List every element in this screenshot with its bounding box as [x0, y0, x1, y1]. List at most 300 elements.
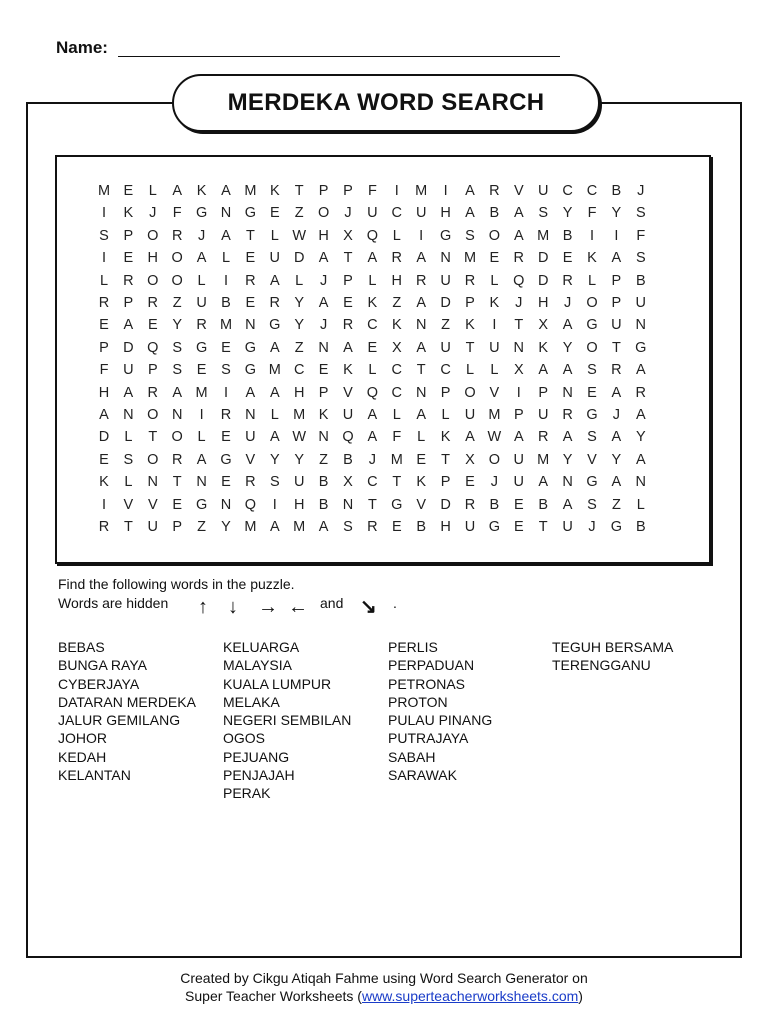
grid-letter[interactable]: A	[269, 519, 280, 535]
grid-letter[interactable]: V	[343, 384, 353, 401]
grid-letter[interactable]: P	[465, 295, 475, 311]
footer-link[interactable]: www.superteacherworksheets.com	[361, 988, 579, 1004]
grid-letter[interactable]: N	[318, 429, 329, 446]
grid-letter[interactable]: G	[488, 519, 501, 535]
grid-letter[interactable]: P	[147, 362, 158, 379]
grid-letter[interactable]: D	[293, 250, 305, 267]
grid-letter[interactable]: I	[492, 317, 497, 334]
grid-letter[interactable]: Q	[513, 272, 525, 289]
grid-letter[interactable]: A	[538, 474, 549, 491]
grid-letter[interactable]: R	[611, 362, 622, 379]
grid-letter[interactable]: V	[416, 496, 427, 513]
grid-letter[interactable]: R	[98, 519, 110, 535]
grid-letter[interactable]: G	[269, 317, 281, 334]
grid-letter[interactable]: K	[538, 339, 549, 356]
grid-letter[interactable]: A	[318, 519, 329, 535]
grid-letter[interactable]: P	[513, 407, 524, 423]
grid-letter[interactable]: B	[318, 496, 329, 513]
grid-letter[interactable]: R	[367, 519, 378, 535]
grid-letter[interactable]: E	[196, 362, 207, 379]
grid-letter[interactable]: A	[513, 227, 524, 244]
grid-letter[interactable]: E	[587, 384, 597, 401]
grid-letter[interactable]: Y	[294, 317, 305, 334]
grid-letter[interactable]: U	[537, 407, 549, 423]
grid-letter[interactable]: G	[439, 227, 452, 244]
grid-letter[interactable]: J	[515, 295, 523, 311]
grid-letter[interactable]: E	[99, 451, 109, 468]
grid-letter[interactable]: N	[245, 317, 256, 334]
grid-letter[interactable]: I	[589, 227, 595, 244]
grid-letter[interactable]: S	[538, 205, 549, 222]
grid-letter[interactable]: F	[587, 205, 597, 222]
grid-letter[interactable]: M	[244, 183, 257, 199]
grid-letter[interactable]: S	[587, 496, 597, 513]
grid-letter[interactable]: L	[392, 227, 401, 244]
grid-letter[interactable]: J	[368, 451, 377, 468]
grid-letter[interactable]: M	[268, 362, 281, 379]
grid-letter[interactable]: T	[465, 339, 475, 356]
grid-letter[interactable]: P	[611, 295, 622, 311]
grid-letter[interactable]: A	[123, 384, 134, 401]
grid-letter[interactable]: Y	[269, 451, 280, 468]
grid-letter[interactable]: O	[586, 295, 598, 311]
name-line[interactable]	[118, 56, 560, 57]
grid-letter[interactable]: T	[294, 183, 304, 199]
grid-letter[interactable]: A	[367, 407, 378, 423]
grid-letter[interactable]: Y	[611, 205, 622, 222]
grid-letter[interactable]: N	[440, 250, 451, 267]
grid-letter[interactable]: E	[465, 474, 475, 491]
grid-letter[interactable]: F	[367, 183, 377, 199]
grid-letter[interactable]: A	[611, 474, 622, 491]
grid-letter[interactable]: R	[562, 407, 573, 423]
grid-letter[interactable]: R	[391, 250, 403, 267]
grid-letter[interactable]: H	[440, 519, 451, 535]
grid-letter[interactable]: S	[221, 362, 231, 379]
grid-letter[interactable]: P	[343, 272, 353, 289]
grid-letter[interactable]: G	[586, 317, 598, 334]
grid-letter[interactable]: Q	[342, 429, 354, 446]
grid-letter[interactable]: U	[513, 451, 525, 468]
grid-letter[interactable]: Z	[172, 295, 182, 311]
grid-letter[interactable]: S	[343, 519, 353, 535]
grid-letter[interactable]: M	[293, 519, 306, 535]
grid-letter[interactable]: Y	[562, 205, 573, 222]
grid-letter[interactable]: S	[635, 250, 646, 267]
grid-letter[interactable]: Z	[441, 317, 451, 334]
grid-letter[interactable]: O	[488, 451, 501, 468]
grid-letter[interactable]: G	[635, 339, 647, 356]
grid-letter[interactable]: I	[199, 407, 204, 423]
grid-letter[interactable]: V	[489, 384, 500, 401]
grid-letter[interactable]: Y	[635, 429, 646, 446]
grid-letter[interactable]: Y	[562, 451, 573, 468]
grid-letter[interactable]: X	[538, 317, 549, 334]
grid-letter[interactable]: L	[490, 362, 499, 379]
grid-letter[interactable]: O	[171, 429, 183, 446]
grid-letter[interactable]: C	[367, 474, 378, 491]
grid-letter[interactable]: E	[123, 183, 134, 199]
grid-letter[interactable]: L	[636, 496, 645, 513]
grid-letter[interactable]: L	[99, 272, 109, 289]
grid-letter[interactable]: O	[147, 407, 159, 423]
grid-letter[interactable]: A	[611, 384, 622, 401]
grid-letter[interactable]: P	[343, 183, 353, 199]
grid-letter[interactable]: T	[538, 519, 548, 535]
grid-letter[interactable]: M	[537, 451, 550, 468]
grid-letter[interactable]: X	[343, 474, 353, 491]
grid-letter[interactable]: U	[269, 250, 281, 267]
grid-letter[interactable]: O	[147, 451, 159, 468]
grid-letter[interactable]: R	[537, 429, 549, 446]
grid-letter[interactable]: U	[415, 205, 427, 222]
grid-letter[interactable]: L	[197, 272, 206, 289]
grid-letter[interactable]: T	[343, 250, 353, 267]
grid-letter[interactable]: U	[123, 362, 134, 379]
grid-letter[interactable]: S	[172, 362, 183, 379]
grid-letter[interactable]: A	[562, 317, 573, 334]
grid-letter[interactable]: W	[292, 429, 307, 446]
grid-letter[interactable]: G	[220, 451, 232, 468]
grid-letter[interactable]: B	[489, 496, 500, 513]
grid-letter[interactable]: P	[440, 384, 451, 401]
grid-letter[interactable]: E	[245, 295, 256, 311]
grid-letter[interactable]: E	[367, 339, 378, 356]
grid-letter[interactable]: Z	[197, 519, 207, 535]
grid-letter[interactable]: M	[97, 183, 111, 199]
grid-letter[interactable]: A	[416, 407, 427, 423]
grid-letter[interactable]: U	[464, 407, 476, 423]
grid-letter[interactable]: N	[220, 205, 232, 222]
grid-letter[interactable]: D	[537, 272, 549, 289]
grid-letter[interactable]: G	[195, 496, 208, 513]
grid-letter[interactable]: X	[465, 451, 475, 468]
grid-letter[interactable]: R	[635, 384, 647, 401]
grid-letter[interactable]: I	[516, 384, 521, 401]
grid-letter[interactable]: I	[394, 183, 399, 199]
grid-letter[interactable]: A	[562, 362, 573, 379]
grid-letter[interactable]: Z	[392, 295, 402, 311]
grid-letter[interactable]: J	[197, 227, 206, 244]
grid-letter[interactable]: J	[490, 474, 499, 491]
grid-letter[interactable]: A	[221, 183, 231, 199]
grid-letter[interactable]: J	[563, 295, 572, 311]
grid-letter[interactable]: A	[269, 272, 280, 289]
grid-letter[interactable]: L	[124, 429, 133, 446]
grid-letter[interactable]: R	[269, 295, 281, 311]
grid-letter[interactable]: Y	[221, 519, 231, 535]
grid-letter[interactable]: F	[636, 227, 646, 244]
grid-letter[interactable]: E	[343, 295, 353, 311]
grid-letter[interactable]: K	[123, 205, 134, 222]
grid-letter[interactable]: P	[611, 272, 622, 289]
grid-letter[interactable]: N	[123, 407, 134, 423]
grid-letter[interactable]: E	[221, 339, 231, 356]
grid-letter[interactable]: O	[586, 339, 598, 356]
grid-letter[interactable]: A	[635, 362, 646, 379]
grid-letter[interactable]: N	[415, 317, 427, 334]
grid-letter[interactable]: B	[538, 496, 549, 513]
grid-letter[interactable]: G	[244, 205, 257, 222]
grid-letter[interactable]: L	[368, 272, 377, 289]
grid-letter[interactable]: A	[269, 429, 280, 446]
grid-letter[interactable]: Z	[294, 339, 304, 356]
grid-letter[interactable]: P	[318, 384, 329, 401]
grid-letter[interactable]: E	[513, 519, 524, 535]
grid-letter[interactable]: S	[587, 362, 597, 379]
grid-letter[interactable]: N	[635, 317, 647, 334]
grid-letter[interactable]: K	[391, 317, 402, 334]
grid-letter[interactable]: L	[295, 272, 304, 289]
grid-letter[interactable]: U	[635, 295, 647, 311]
grid-letter[interactable]: A	[465, 205, 475, 222]
grid-letter[interactable]: M	[293, 407, 306, 423]
grid-letter[interactable]: U	[562, 519, 573, 535]
grid-letter[interactable]: U	[464, 519, 476, 535]
grid-letter[interactable]: J	[612, 407, 621, 423]
grid-letter[interactable]: P	[172, 519, 183, 535]
grid-letter[interactable]: E	[513, 496, 524, 513]
grid-letter[interactable]: J	[588, 519, 596, 535]
grid-letter[interactable]: U	[611, 317, 622, 334]
grid-letter[interactable]: O	[147, 272, 159, 289]
grid-letter[interactable]: Q	[366, 384, 379, 401]
grid-letter[interactable]: U	[440, 339, 451, 356]
grid-letter[interactable]: H	[293, 496, 305, 513]
grid-letter[interactable]: T	[441, 451, 451, 468]
grid-letter[interactable]: S	[123, 451, 134, 468]
grid-letter[interactable]: U	[342, 407, 354, 423]
grid-letter[interactable]: C	[562, 183, 573, 199]
grid-letter[interactable]: L	[587, 272, 597, 289]
grid-letter[interactable]: G	[610, 519, 623, 535]
grid-letter[interactable]: R	[513, 250, 525, 267]
grid-letter[interactable]: K	[416, 474, 427, 491]
grid-letter[interactable]: K	[440, 429, 451, 446]
grid-letter[interactable]: M	[219, 317, 233, 334]
grid-letter[interactable]: Z	[611, 496, 621, 513]
grid-letter[interactable]: K	[343, 362, 353, 379]
grid-letter[interactable]: A	[367, 250, 378, 267]
grid-letter[interactable]: A	[416, 250, 427, 267]
grid-letter[interactable]: T	[172, 474, 182, 491]
grid-letter[interactable]: R	[123, 272, 134, 289]
grid-letter[interactable]: K	[587, 250, 597, 267]
grid-letter[interactable]: F	[99, 362, 109, 379]
grid-letter[interactable]: N	[220, 496, 232, 513]
grid-letter[interactable]: Y	[294, 451, 305, 468]
grid-letter[interactable]: G	[586, 474, 598, 491]
grid-letter[interactable]: M	[488, 407, 501, 423]
grid-letter[interactable]: R	[245, 272, 256, 289]
grid-letter[interactable]: N	[245, 407, 256, 423]
grid-letter[interactable]: M	[390, 451, 403, 468]
grid-letter[interactable]: H	[537, 295, 549, 311]
grid-letter[interactable]: E	[562, 250, 573, 267]
grid-letter[interactable]: W	[292, 227, 307, 244]
grid-letter[interactable]: C	[367, 317, 378, 334]
grid-letter[interactable]: P	[123, 227, 134, 244]
grid-letter[interactable]: A	[465, 183, 475, 199]
grid-letter[interactable]: N	[415, 384, 427, 401]
grid-letter[interactable]: N	[513, 339, 525, 356]
grid-letter[interactable]: V	[147, 496, 158, 513]
grid-letter[interactable]: Y	[172, 317, 183, 334]
grid-letter[interactable]: N	[318, 339, 329, 356]
grid-letter[interactable]: S	[172, 339, 183, 356]
grid-letter[interactable]: A	[513, 205, 524, 222]
grid-letter[interactable]: A	[318, 295, 329, 311]
grid-letter[interactable]: Y	[562, 339, 573, 356]
grid-letter[interactable]: U	[147, 519, 159, 535]
grid-letter[interactable]: E	[221, 474, 231, 491]
grid-letter[interactable]: K	[465, 317, 475, 334]
grid-letter[interactable]: R	[464, 272, 476, 289]
grid-letter[interactable]: B	[221, 295, 231, 311]
grid-letter[interactable]: L	[417, 429, 426, 446]
grid-letter[interactable]: B	[635, 272, 646, 289]
grid-letter[interactable]: E	[245, 250, 256, 267]
grid-letter[interactable]: H	[293, 384, 305, 401]
grid-letter[interactable]: R	[171, 451, 183, 468]
grid-letter[interactable]: I	[614, 227, 619, 244]
grid-letter[interactable]: R	[342, 317, 354, 334]
grid-letter[interactable]: I	[101, 205, 107, 222]
grid-letter[interactable]: G	[391, 496, 403, 513]
grid-letter[interactable]: L	[270, 407, 279, 423]
grid-letter[interactable]: U	[537, 183, 549, 199]
grid-letter[interactable]: C	[391, 384, 403, 401]
grid-letter[interactable]: L	[490, 272, 499, 289]
grid-letter[interactable]: J	[344, 205, 352, 222]
grid-letter[interactable]: K	[99, 474, 109, 491]
grid-letter[interactable]: P	[318, 183, 329, 199]
grid-letter[interactable]: Z	[294, 205, 304, 222]
grid-letter[interactable]: L	[124, 474, 133, 491]
grid-letter[interactable]: A	[635, 451, 646, 468]
grid-letter[interactable]: A	[343, 339, 353, 356]
grid-letter[interactable]: I	[419, 227, 424, 244]
grid-letter[interactable]: H	[440, 205, 451, 222]
grid-letter[interactable]: D	[537, 250, 549, 267]
grid-letter[interactable]: E	[147, 317, 158, 334]
grid-letter[interactable]: N	[562, 474, 573, 491]
grid-letter[interactable]: M	[463, 250, 477, 267]
grid-letter[interactable]: D	[123, 339, 134, 356]
grid-letter[interactable]: O	[171, 250, 183, 267]
grid-letter[interactable]: J	[319, 272, 328, 289]
grid-letter[interactable]: O	[171, 272, 183, 289]
grid-letter[interactable]: C	[586, 183, 598, 199]
grid-letter[interactable]: Q	[147, 339, 159, 356]
grid-letter[interactable]: A	[611, 250, 622, 267]
grid-letter[interactable]: I	[101, 496, 107, 513]
grid-letter[interactable]: R	[245, 474, 256, 491]
grid-letter[interactable]: M	[415, 183, 428, 199]
grid-letter[interactable]: S	[269, 474, 280, 491]
grid-letter[interactable]: A	[538, 362, 549, 379]
grid-letter[interactable]: N	[562, 384, 573, 401]
grid-letter[interactable]: D	[98, 429, 110, 446]
grid-letter[interactable]: K	[489, 295, 500, 311]
grid-letter[interactable]: E	[123, 250, 134, 267]
grid-letter[interactable]: A	[562, 496, 573, 513]
grid-letter[interactable]: S	[465, 227, 475, 244]
grid-letter[interactable]: T	[245, 227, 255, 244]
grid-letter[interactable]: E	[269, 205, 280, 222]
grid-letter[interactable]: A	[562, 429, 573, 446]
grid-letter[interactable]: E	[99, 317, 109, 334]
grid-letter[interactable]: F	[172, 205, 182, 222]
grid-letter[interactable]: Q	[366, 227, 379, 244]
grid-letter[interactable]: U	[440, 272, 451, 289]
grid-letter[interactable]: E	[489, 250, 500, 267]
grid-letter[interactable]: G	[195, 339, 208, 356]
grid-letter[interactable]: L	[197, 429, 206, 446]
grid-letter[interactable]: P	[123, 295, 134, 311]
grid-letter[interactable]: R	[220, 407, 232, 423]
grid-letter[interactable]: I	[101, 250, 107, 267]
grid-letter[interactable]: O	[147, 227, 159, 244]
grid-letter[interactable]: A	[245, 384, 256, 401]
grid-letter[interactable]: A	[318, 250, 329, 267]
grid-letter[interactable]: Q	[244, 496, 257, 513]
grid-letter[interactable]: R	[562, 272, 573, 289]
grid-letter[interactable]: A	[465, 429, 475, 446]
grid-letter[interactable]: E	[221, 429, 231, 446]
grid-letter[interactable]: L	[392, 407, 401, 423]
grid-letter[interactable]: T	[367, 496, 377, 513]
grid-letter[interactable]: U	[367, 205, 378, 222]
grid-letter[interactable]: N	[147, 474, 159, 491]
grid-letter[interactable]: I	[223, 272, 229, 289]
grid-letter[interactable]: U	[489, 339, 500, 356]
grid-letter[interactable]: A	[635, 407, 646, 423]
grid-letter[interactable]: A	[172, 384, 183, 401]
grid-letter[interactable]: F	[392, 429, 402, 446]
grid-letter[interactable]: L	[221, 250, 231, 267]
grid-letter[interactable]: V	[245, 451, 256, 468]
grid-letter[interactable]: D	[440, 295, 451, 311]
grid-letter[interactable]: K	[367, 295, 378, 311]
grid-letter[interactable]: R	[98, 295, 110, 311]
grid-letter[interactable]: B	[318, 474, 329, 491]
grid-letter[interactable]: U	[513, 474, 525, 491]
grid-letter[interactable]: E	[391, 519, 402, 535]
grid-letter[interactable]: R	[171, 227, 183, 244]
grid-letter[interactable]: M	[537, 227, 550, 244]
grid-letter[interactable]: B	[635, 519, 646, 535]
grid-letter[interactable]: N	[171, 407, 183, 423]
grid-letter[interactable]: R	[464, 496, 476, 513]
grid-letter[interactable]: A	[196, 250, 207, 267]
grid-letter[interactable]: S	[635, 205, 646, 222]
grid-letter[interactable]: T	[514, 317, 524, 334]
grid-letter[interactable]: B	[489, 205, 500, 222]
grid-letter[interactable]: C	[391, 362, 403, 379]
grid-letter[interactable]: P	[99, 339, 109, 356]
grid-letter[interactable]: I	[272, 496, 277, 513]
grid-letter[interactable]: C	[391, 205, 403, 222]
grid-letter[interactable]: S	[587, 429, 597, 446]
grid-letter[interactable]: R	[415, 272, 427, 289]
grid-letter[interactable]: H	[318, 227, 329, 244]
grid-letter[interactable]: C	[440, 362, 451, 379]
grid-letter[interactable]: B	[562, 227, 573, 244]
grid-letter[interactable]: N	[342, 496, 354, 513]
grid-letter[interactable]: B	[611, 183, 622, 199]
grid-letter[interactable]: R	[147, 384, 159, 401]
